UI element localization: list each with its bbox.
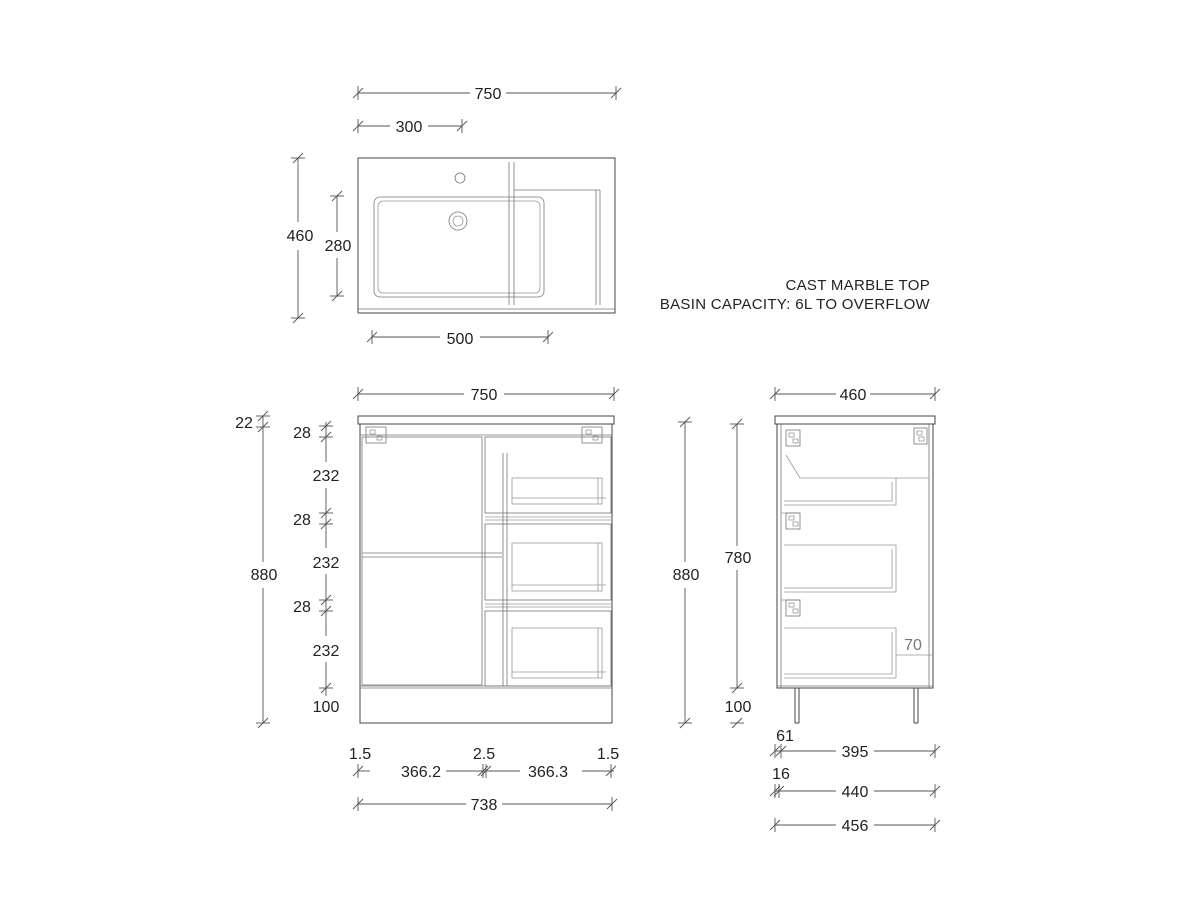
rail-top-label: 28 (293, 425, 311, 442)
drawer-2-label: 232 (312, 555, 340, 572)
front-offset-label: 61 (776, 728, 794, 745)
tap-offset-dimension (353, 119, 467, 136)
capacity-note: BASIN CAPACITY: 6L TO OVERFLOW (659, 296, 930, 313)
tap-offset-label: 300 (395, 119, 423, 136)
door-left-label: 366.2 (400, 764, 442, 781)
carcass-depth-label: 440 (841, 784, 869, 801)
front-view (235, 387, 619, 814)
side-hinge-top-icon (786, 430, 800, 446)
top-depth-dimension (287, 153, 314, 323)
front-plinth-label: 100 (312, 699, 340, 716)
drawer-setback-label: 70 (904, 637, 922, 654)
side-depth-dimension (770, 387, 940, 404)
drawer-1-label: 232 (312, 468, 340, 485)
door-width-dimension (349, 746, 619, 781)
carcass-width-label: 738 (470, 797, 498, 814)
gap-left-label: 1.5 (348, 746, 372, 763)
side-depth-label: 460 (839, 387, 867, 404)
top-thickness-label: 22 (235, 415, 253, 432)
front-height-dimension (235, 411, 277, 728)
gap-right-label: 1.5 (596, 746, 620, 763)
tap-hole-icon (455, 173, 465, 183)
bowl-width-dimension (367, 330, 553, 348)
front-width-dimension (353, 387, 619, 404)
door-offset-label: 16 (772, 766, 790, 783)
top-width-label: 750 (474, 86, 502, 103)
top-depth-label: 460 (286, 228, 314, 245)
front-height-label: 880 (250, 567, 278, 584)
gap-mid-label: 2.5 (472, 746, 496, 763)
side-height-label: 880 (672, 567, 700, 584)
bowl-width-label: 500 (446, 331, 474, 348)
top-width-dimension (353, 86, 621, 103)
side-height-dimension (673, 417, 700, 728)
side-plinth-label: 100 (724, 699, 752, 716)
front-width-label: 750 (470, 387, 498, 404)
carcass-depth-dimension (770, 766, 940, 801)
side-hinge-low-icon (786, 600, 800, 616)
bowl-depth-label: 280 (324, 238, 352, 255)
basin-top-plan (358, 158, 615, 313)
bowl-depth-dimension (325, 191, 352, 301)
cabinet-side (775, 416, 935, 723)
material-note: CAST MARBLE TOP (785, 277, 930, 294)
carcass-width-dimension (353, 797, 617, 814)
drawer-depth-label: 395 (841, 744, 869, 761)
cabinet-front (358, 416, 614, 723)
drawer-depth-dimension (770, 728, 940, 761)
side-hinge-mid-icon (786, 513, 800, 529)
side-carcass-height-label: 780 (724, 550, 752, 567)
rail-3-label: 28 (293, 599, 311, 616)
side-view (673, 387, 940, 835)
side-rear-bracket-icon (914, 428, 927, 444)
total-depth-dimension (770, 818, 940, 835)
rail-2-label: 28 (293, 512, 311, 529)
drawer-chain-dimension (293, 421, 339, 716)
drawer-3-label: 232 (312, 643, 340, 660)
side-carcass-height-dimension (725, 419, 752, 728)
door-right-label: 366.3 (527, 764, 569, 781)
waste-outlet-icon (449, 212, 467, 230)
total-depth-label: 456 (841, 818, 869, 835)
top-view (287, 86, 621, 348)
